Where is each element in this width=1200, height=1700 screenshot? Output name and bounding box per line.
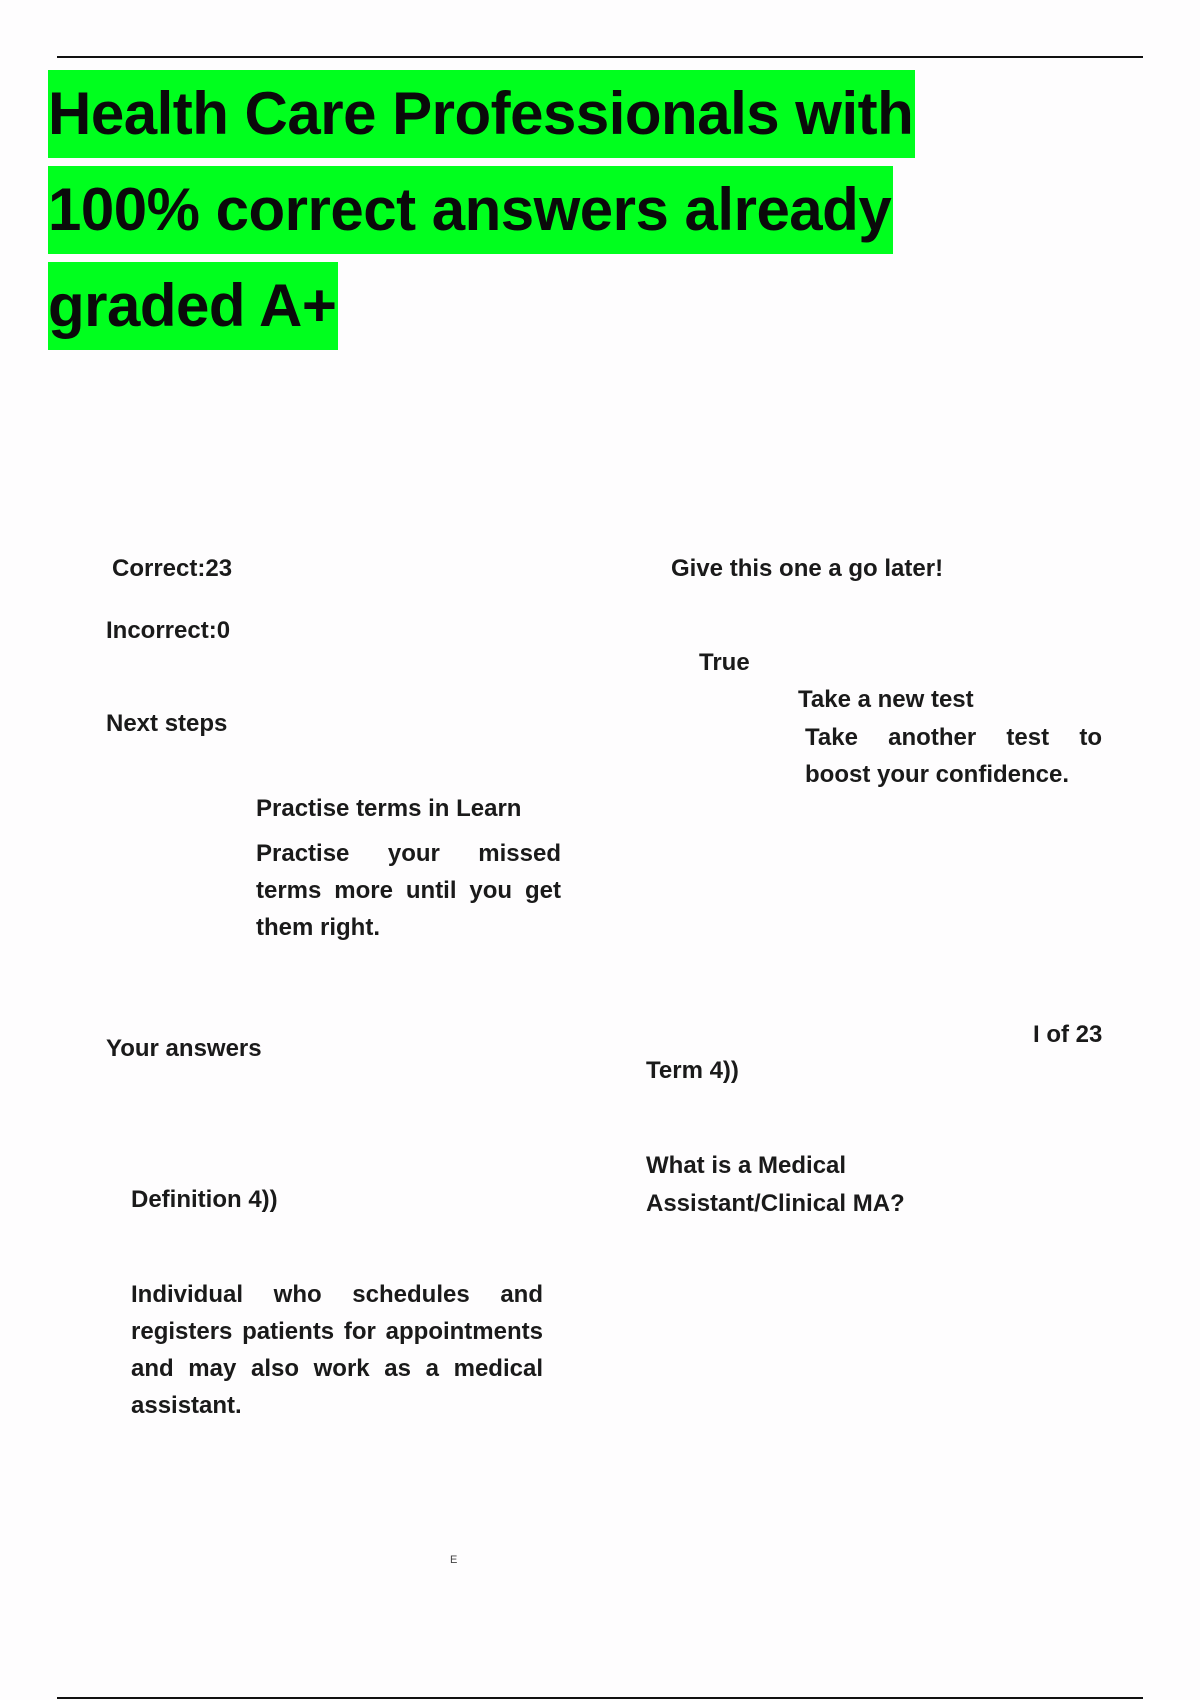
top-rule [57,56,1143,58]
give-later-text: Give this one a go later! [671,555,944,582]
true-answer: True [699,649,750,676]
footer-mark: E [450,1554,458,1566]
title-line-2: 100% correct answers already [48,166,893,254]
learn-option-description: Practise your missed terms more until you get them right. [256,840,561,941]
term-text: What is a Medical Assistant/Clinical MA? [646,1152,905,1217]
title-line-1: Health Care Professionals with [48,70,915,158]
title-line-3: graded A+ [48,262,338,350]
definition-text: Individual who schedules and registers patients for appointments and may also work as a medical assistant. [131,1281,543,1419]
your-answers-heading: Your answers [106,1035,262,1062]
incorrect-count: Incorrect:0 [106,617,231,644]
question-counter: I of 23 [1033,1021,1103,1048]
document-title [48,70,1048,358]
correct-count: Correct:23 [112,555,233,582]
next-steps-heading: Next steps [106,710,228,737]
term-label: Term 4)) [646,1057,739,1084]
new-test-option-title[interactable]: Take a new test [798,686,974,713]
definition-label: Definition 4)) [131,1186,278,1213]
bottom-rule [57,1697,1143,1699]
new-test-option-description: Take another test to boost your confidence. [805,724,1102,788]
learn-option-title[interactable]: Practise terms in Learn [256,795,522,822]
